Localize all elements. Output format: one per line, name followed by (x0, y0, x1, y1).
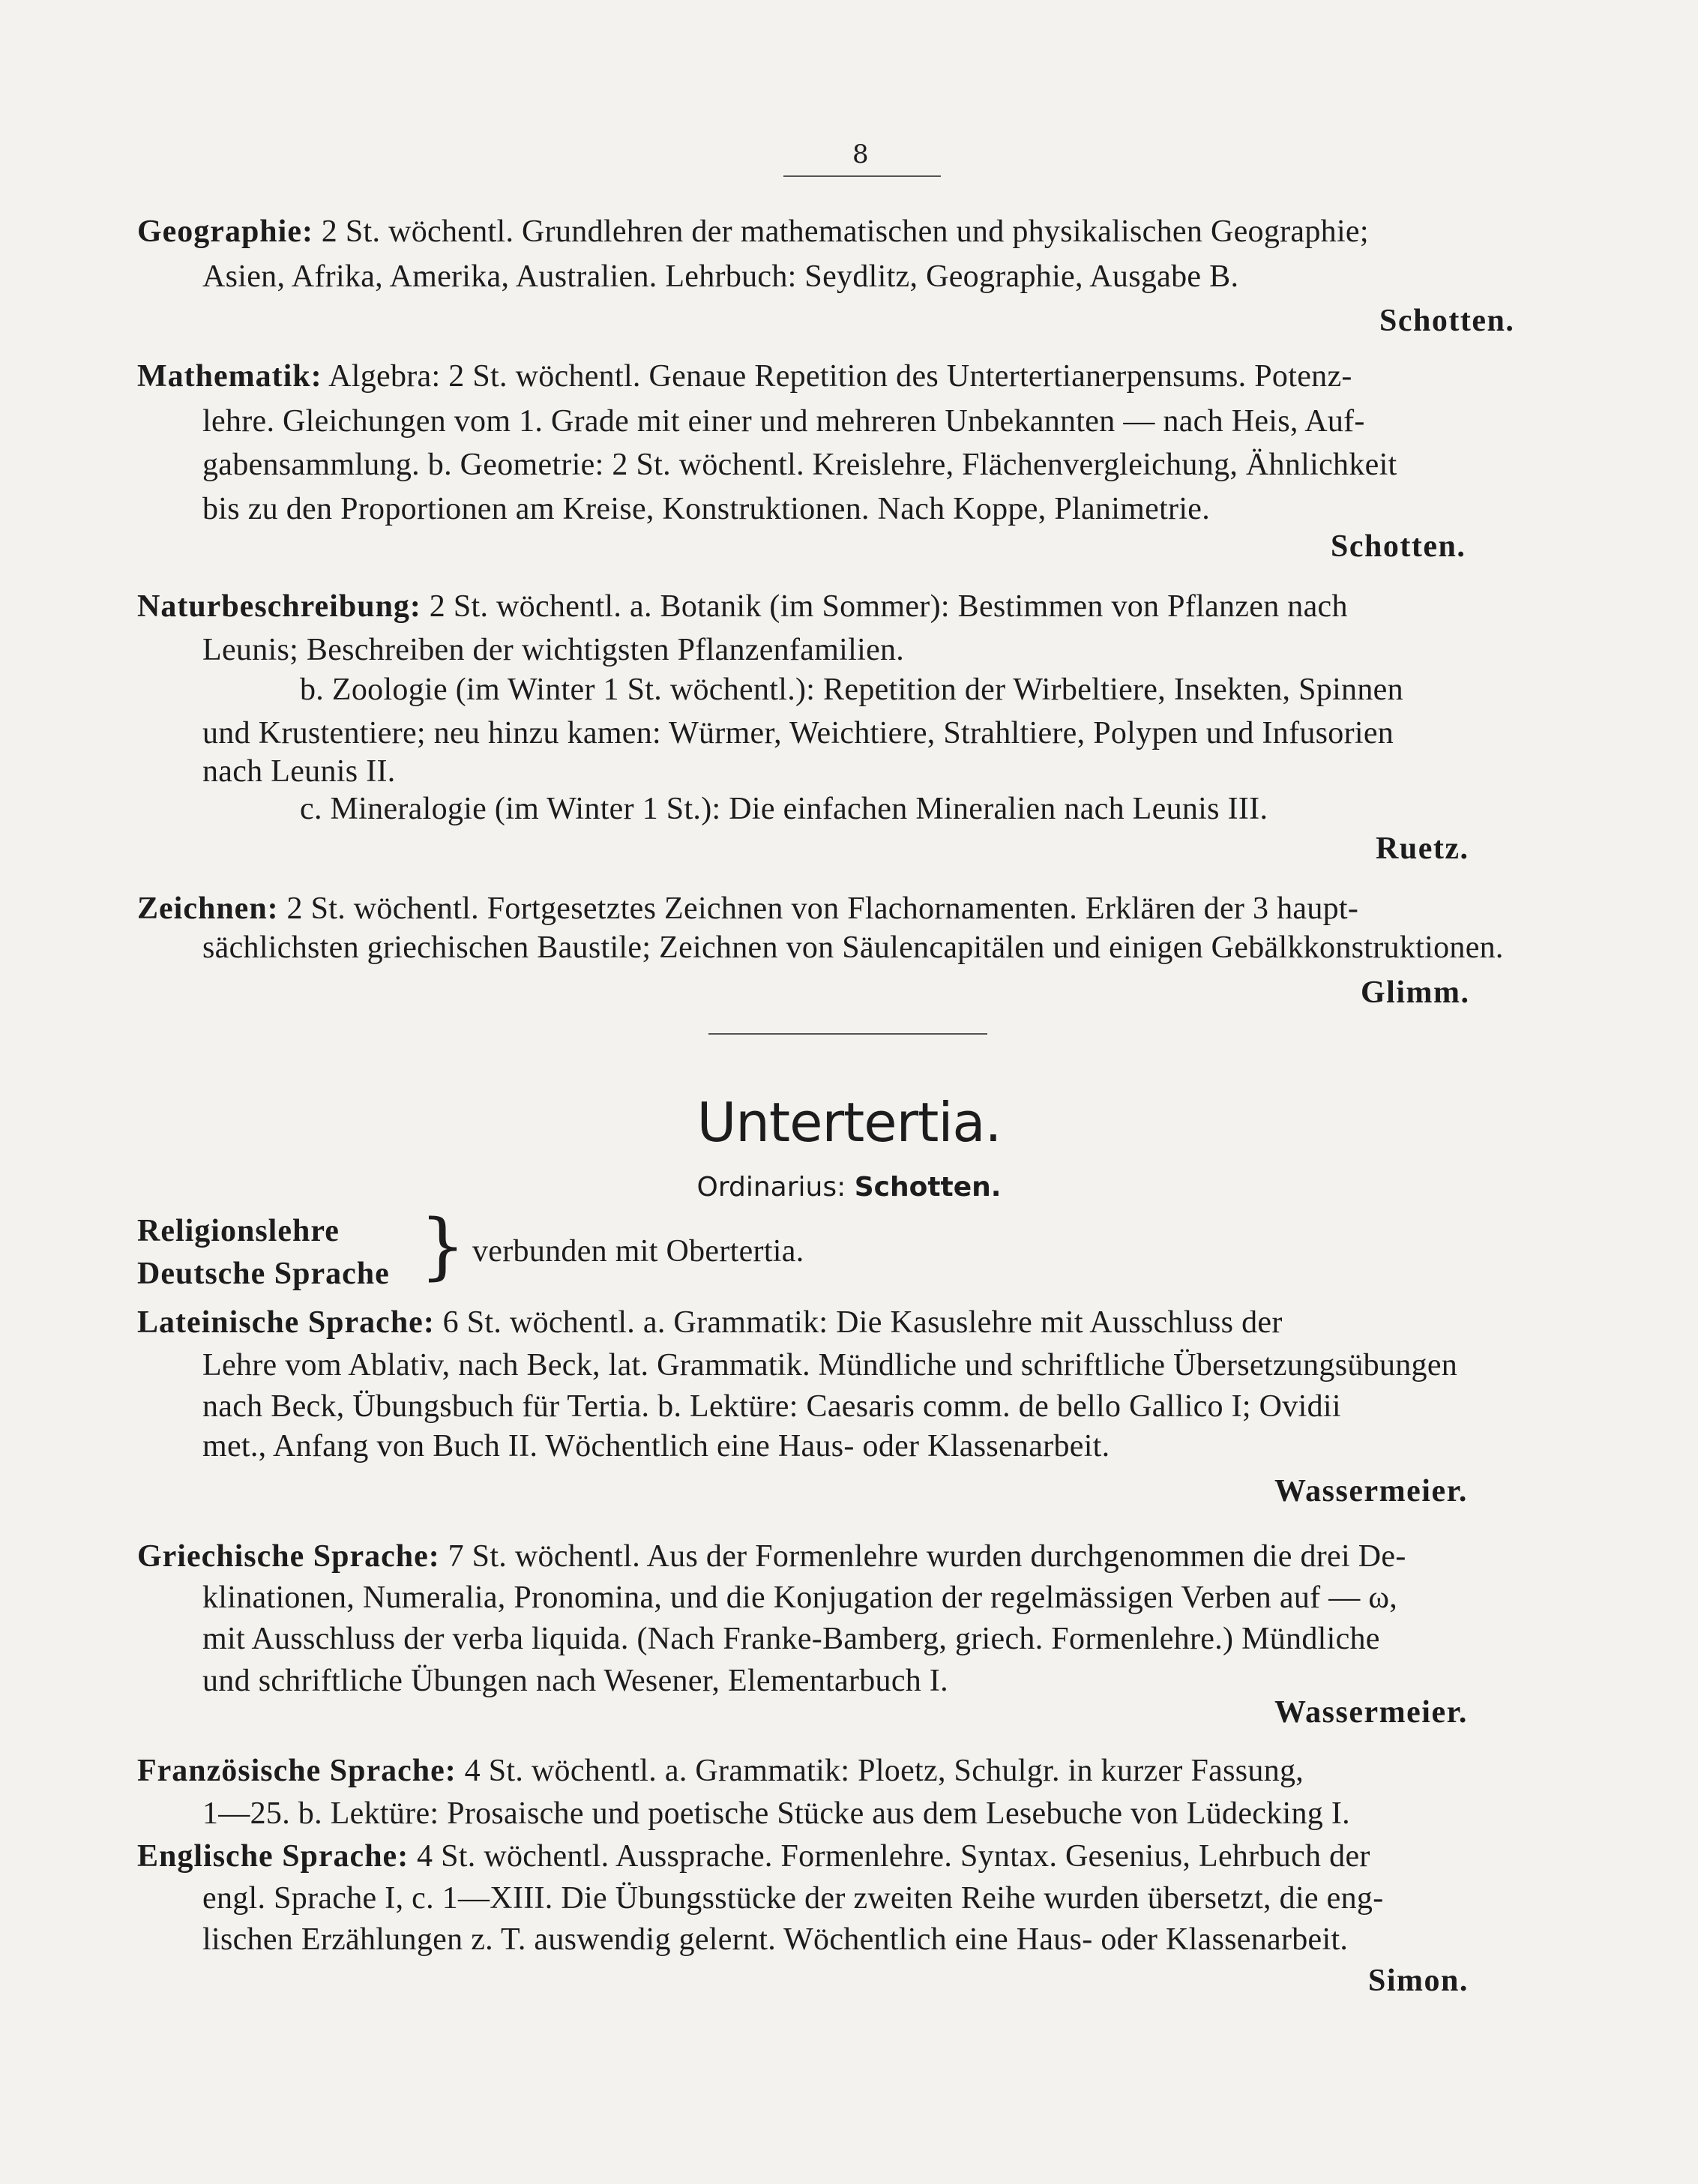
franzoesisch-line-2: 1—25. b. Lektüre: Prosaische und poetische Stücke aus dem Lesebuche von Lüdecking I. (202, 1796, 1350, 1831)
englisch-line-2: engl. Sprache I, c. 1—XIII. Die Übungsstücke der zweiten Reihe wurden übersetzt, die eng- (202, 1881, 1384, 1916)
natur-line-1 (137, 589, 1348, 625)
text-span: 4 St. wöchentl. Aussprache. Formenlehre. Syntax. Gesenius, Lehrbuch der (409, 1839, 1370, 1874)
ordinarius (0, 1172, 1698, 1203)
subject-mathematik: Mathematik: (137, 359, 322, 394)
page-number: 8 (852, 139, 869, 169)
subject-franzoesisch: Französische Sprache: (137, 1754, 457, 1788)
natur-line-6: c. Mineralogie (im Winter 1 St.): Die einfachen Mineralien nach Leunis III. (300, 792, 1268, 826)
englisch-line-1 (137, 1838, 1370, 1874)
subject-griechisch: Griechische Sprache: (137, 1539, 440, 1574)
natur-line-2: Leunis; Beschreiben der wichtigsten Pflanzenfamilien. (202, 633, 905, 667)
subject-zeichnen: Zeichnen: (137, 891, 279, 926)
section-rule (708, 1033, 987, 1035)
teacher-griechisch: Wassermeier. (1274, 1695, 1468, 1730)
natur-line-5: nach Leunis II. (202, 754, 396, 789)
text-span: 6 St. wöchentl. a. Grammatik: Die Kasuslehre mit Ausschluss der (434, 1305, 1283, 1340)
mathematik-line-1 (137, 358, 1352, 394)
ordinarius-label: Ordinarius: (696, 1172, 846, 1203)
text-span: Algebra: 2 St. wöchentl. Genaue Repetition des Untertertianerpensums. Potenz- (322, 359, 1352, 394)
latein-line-2: Lehre vom Ablativ, nach Beck, lat. Grammatik. Mündliche und schriftliche Übersetzungsübungen (202, 1348, 1458, 1383)
griechisch-line-4: und schriftliche Übungen nach Wesener, Elementarbuch I. (202, 1664, 948, 1698)
teacher-latein: Wassermeier. (1274, 1474, 1468, 1508)
subject-latein: Lateinische Sprache: (137, 1305, 435, 1340)
natur-line-3: b. Zoologie (im Winter 1 St. wöchentl.): Repetition der Wirbeltiere, Insekten, Spinnen (300, 673, 1403, 707)
header-rule (783, 175, 941, 177)
combined-subject-2: Deutsche Sprache (137, 1257, 390, 1291)
text-span: 2 St. wöchentl. a. Botanik (im Sommer): Bestimmen von Pflanzen nach (421, 589, 1348, 624)
mathematik-line-4: bis zu den Proportionen am Kreise, Konstruktionen. Nach Koppe, Planimetrie. (202, 492, 1211, 526)
text-span: 2 St. wöchentl. Grundlehren der mathematischen und physikalischen Geographie; (313, 214, 1369, 249)
griechisch-line-1 (137, 1538, 1406, 1574)
latein-line-4: met., Anfang von Buch II. Wöchentlich eine Haus- oder Klassenarbeit. (202, 1429, 1110, 1463)
zeichnen-line-2: sächlichsten griechischen Baustile; Zeichnen von Säulencapitälen und einigen Gebälkkonstruktionen. (202, 930, 1504, 965)
natur-line-4: und Krustentiere; neu hinzu kamen: Würmer, Weichtiere, Strahltiere, Polypen und Infusorien (202, 716, 1394, 750)
brace-glyph: } (420, 1204, 466, 1288)
subject-geographie: Geographie: (137, 214, 313, 249)
combined-subject-1: Religionslehre (137, 1214, 340, 1248)
teacher-geographie: Schotten. (1379, 304, 1515, 338)
geographie-line-1 (137, 214, 1369, 250)
mathematik-line-3: gabensammlung. b. Geometrie: 2 St. wöchentl. Kreislehre, Flächenvergleichung, Ähnlichkeit (202, 448, 1397, 482)
teacher-zeichnen: Glimm. (1361, 975, 1470, 1010)
text-span: 2 St. wöchentl. Fortgesetztes Zeichnen von Flachornamenten. Erklären der 3 haupt- (278, 891, 1359, 926)
mathematik-line-2: lehre. Gleichungen vom 1. Grade mit einer und mehreren Unbekannten — nach Heis, Auf- (202, 404, 1365, 439)
franzoesisch-line-1 (137, 1753, 1304, 1789)
zeichnen-line-1 (137, 891, 1358, 927)
englisch-line-3: lischen Erzählungen z. T. auswendig gelernt. Wöchentlich eine Haus- oder Klassenarbeit. (202, 1922, 1349, 1957)
teacher-englisch: Simon. (1368, 1964, 1469, 1998)
griechisch-line-3: mit Ausschluss der verba liquida. (Nach Franke-Bamberg, griech. Formenlehre.) Mündliche (202, 1622, 1380, 1656)
class-heading: Untertertia. (696, 1091, 1002, 1154)
geographie-line-2: Asien, Afrika, Amerika, Australien. Lehrbuch: Seydlitz, Geographie, Ausgabe B. (202, 259, 1239, 294)
text-span: 7 St. wöchentl. Aus der Formenlehre wurden durchgenommen die drei De- (439, 1539, 1406, 1574)
text-span: 4 St. wöchentl. a. Grammatik: Ploetz, Schulgr. in kurzer Fassung, (456, 1754, 1304, 1788)
teacher-mathematik: Schotten. (1331, 529, 1466, 564)
latein-line-1 (137, 1305, 1283, 1341)
latein-line-3: nach Beck, Übungsbuch für Tertia. b. Lektüre: Caesaris comm. de bello Gallico I; Ovidii (202, 1389, 1341, 1424)
griechisch-line-2: klinationen, Numeralia, Pronomina, und die Konjugation der regelmässigen Verben auf — ω, (202, 1580, 1398, 1615)
subject-naturbeschreibung: Naturbeschreibung: (137, 589, 421, 624)
subject-englisch: Englische Sprache: (137, 1839, 409, 1874)
teacher-naturbeschreibung: Ruetz. (1376, 831, 1469, 866)
combined-note: verbunden mit Obertertia. (472, 1234, 804, 1269)
ordinarius-name: Schotten. (854, 1172, 1002, 1203)
